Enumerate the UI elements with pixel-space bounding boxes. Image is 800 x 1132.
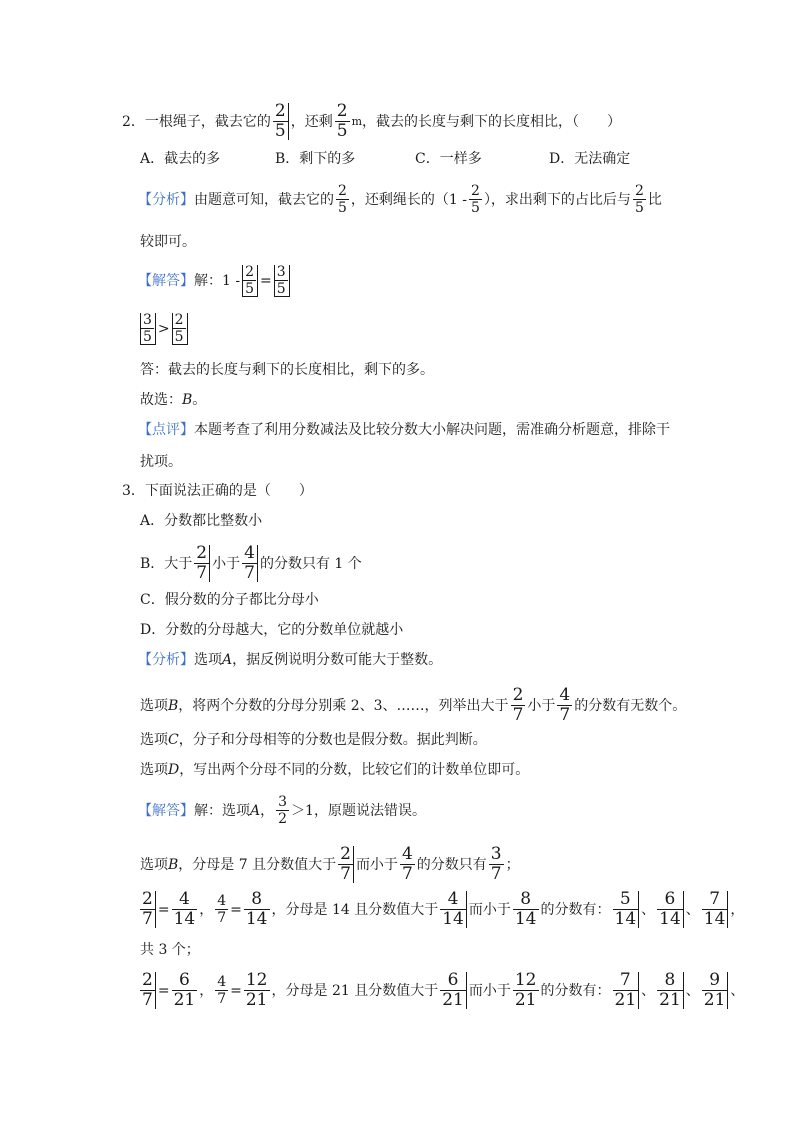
eq21-sep-2: 、 xyxy=(685,982,700,999)
q2-options xyxy=(140,152,630,166)
q3-line-c-letter: C xyxy=(168,732,179,748)
q3-analysis xyxy=(138,653,442,667)
q3-answer-frac-3-2: $\frac{3}{2}$ xyxy=(278,794,288,827)
q2-review xyxy=(138,423,670,437)
q2-stem-text-a: 2．一根绳子，截去它的 xyxy=(122,113,271,130)
eq21-comma-1: ， xyxy=(199,982,214,999)
q2-answer-frac-2-5: $\frac{2}{5}$ xyxy=(242,265,258,297)
eq21-has: 的分数有： xyxy=(540,982,611,999)
q3-answer-b: ＞1，原题说法错误。 xyxy=(291,802,426,819)
eq21-sep-1: 、 xyxy=(641,982,656,999)
eq21-frac-6-21: $\frac{6}{21}$ xyxy=(173,970,196,1010)
q3-option-c[interactable]: C．假分数的分子都比分母小 xyxy=(140,592,319,608)
eq21-mid: ，分母是 21 且分数值大于 xyxy=(271,982,439,999)
q2-choice-c: 。 xyxy=(192,392,207,408)
q3-sel-b-a: 选项 xyxy=(140,856,168,873)
q2-analysis-frac-1: $\frac{2}{5}$ xyxy=(338,183,347,216)
q3-sel-b-e: ； xyxy=(505,856,520,873)
q3-line-b-d: 的分数有无数个。 xyxy=(574,697,687,714)
q3-analysis-b xyxy=(140,687,686,724)
eq14-eq-2: = xyxy=(230,901,242,918)
eq21-and: 而小于 xyxy=(468,982,511,999)
q2-answer-eq: = xyxy=(260,273,272,289)
q2-stem-text-c: ，截去的长度与剩下的长度相比，（ ） xyxy=(362,113,622,130)
q3-option-b-a: B．大于 xyxy=(140,555,193,572)
q2-review-cont: 扰项。 xyxy=(140,454,182,470)
q2-review-text: 本题考查了利用分数减法及比较分数大小解决问题，需准确分析题意，排除干 xyxy=(194,422,670,438)
q3-line-d-b: ，写出两个分母不同的分数，比较它们的计数单位即可。 xyxy=(179,762,530,778)
q2-compare-gt: > xyxy=(157,321,170,337)
q2-frac-2-5-m: $\frac{2}{5}$ xyxy=(336,101,348,141)
q3-answer-tag: 【解答】 xyxy=(138,802,194,819)
q3-eq14 xyxy=(138,891,744,928)
q3-option-b-frac-4-7: $\frac{4}{7}$ xyxy=(242,545,258,582)
q2-analysis-b: ，还剩绳长的（1 - xyxy=(350,191,468,208)
eq21-frac-12-21: $\frac{12}{21}$ xyxy=(245,970,268,1010)
eq14-frac-4-14: $\frac{4}{14}$ xyxy=(173,889,196,929)
q3-analysis-text: ，据反例说明分数可能大于整数。 xyxy=(232,652,443,668)
eq14-frac-6-14: $\frac{6}{14}$ xyxy=(657,891,684,928)
q2-analysis-d: 比 xyxy=(647,191,662,208)
q2-analysis-frac-3: $\frac{2}{5}$ xyxy=(634,183,644,216)
q3-analysis-tag: 【分析】 xyxy=(138,652,194,668)
eq14-frac-4-14-b: $\frac{4}{14}$ xyxy=(440,891,467,928)
q2-compare-frac-2-5: $\frac{2}{5}$ xyxy=(172,313,188,345)
q3-sel-b-frac-2-7: $\frac{2}{7}$ xyxy=(338,846,354,883)
q2-unit-m: m xyxy=(351,115,363,128)
q2-stem-text-b: ，还剩 xyxy=(290,113,333,130)
eq21-frac-8-21: $\frac{8}{21}$ xyxy=(657,972,684,1009)
q2-analysis-c: ），求出剩下的占比后与 xyxy=(483,191,631,208)
eq14-and: 而小于 xyxy=(468,901,511,918)
q2-answer-a: 解：1 - xyxy=(194,273,241,289)
q3-option-b[interactable] xyxy=(140,545,362,582)
eq21-sep-end: 、 xyxy=(730,982,745,999)
q3-option-b-b: 小于 xyxy=(212,555,241,572)
q2-analysis xyxy=(138,184,662,215)
q2-review-tag: 【点评】 xyxy=(138,422,194,438)
q3-line-b-a: 选项 xyxy=(140,697,168,714)
q2-answer-frac-3-5: $\frac{3}{5}$ xyxy=(274,265,290,297)
q3-analysis-d xyxy=(140,763,529,777)
q3-sel-b-d: 的分数只有 xyxy=(416,856,487,873)
eq14-sep-2: 、 xyxy=(685,901,700,918)
eq21-frac-2-7: $\frac{2}{7}$ xyxy=(140,972,156,1009)
q3-line-b-frac-2-7: $\frac{2}{7}$ xyxy=(512,685,524,725)
q2-analysis-frac-2: $\frac{2}{5}$ xyxy=(471,183,480,216)
eq14-frac-5-14: $\frac{5}{14}$ xyxy=(613,891,640,928)
q3-analysis-c xyxy=(140,733,487,747)
q2-option-d[interactable]: D．无法确定 xyxy=(549,151,631,167)
q2-compare-frac-3-5: $\frac{3}{5}$ xyxy=(140,313,156,345)
q2-compare xyxy=(138,313,190,345)
eq14-frac-8-14: $\frac{8}{14}$ xyxy=(245,889,268,929)
q2-stem xyxy=(122,103,621,140)
eq14-frac-7-14: $\frac{7}{14}$ xyxy=(702,891,729,928)
q3-line-b-c: 小于 xyxy=(527,697,556,714)
q3-sel-b-letter: B xyxy=(168,856,179,873)
q2-answer-tag: 【解答】 xyxy=(138,273,194,289)
q2-option-c[interactable]: C．一样多 xyxy=(415,151,482,167)
q2-choice-a: 故选： xyxy=(140,392,182,408)
eq14-mid: ，分母是 14 且分数值大于 xyxy=(271,901,439,918)
q2-option-a[interactable]: A．截去的多 xyxy=(140,151,221,167)
q3-eq21 xyxy=(138,972,744,1009)
eq14-has: 的分数有： xyxy=(540,901,611,918)
eq21-eq-1: = xyxy=(157,982,170,999)
q2-conclusion: 答：截去的长度与剩下的长度相比，剩下的多。 xyxy=(140,362,434,378)
q3-analysis-a: 选项 xyxy=(194,652,222,668)
eq21-frac-12-21-b: $\frac{12}{21}$ xyxy=(514,970,537,1010)
q2-option-b[interactable]: B．剩下的多 xyxy=(275,151,356,167)
eq21-frac-4-7: $\frac{4}{7}$ xyxy=(217,974,227,1007)
q3-total3: 共 3 个； xyxy=(140,942,200,958)
q3-answer xyxy=(138,795,426,826)
q3-line-b-b: ，将两个分数的分母分别乘 2、3、……，列举出大于 xyxy=(178,697,509,714)
q2-frac-2-5: $\frac{2}{5}$ xyxy=(273,103,289,140)
eq21-frac-7-21: $\frac{7}{21}$ xyxy=(613,972,640,1009)
q2-choice-letter: B xyxy=(182,392,193,408)
q3-line-b-letter: B xyxy=(168,697,179,714)
q2-choice xyxy=(140,393,206,407)
eq14-comma-1: ， xyxy=(199,901,214,918)
q3-sel-b-b: ，分母是 7 且分数值大于 xyxy=(178,856,337,873)
q2-answer xyxy=(138,265,292,297)
q3-option-a[interactable]: A．分数都比整数小 xyxy=(140,513,263,529)
q2-analysis-cont: 较即可。 xyxy=(140,234,196,250)
eq14-sep-1: 、 xyxy=(641,901,656,918)
q2-analysis-tag: 【分析】 xyxy=(138,191,194,208)
eq14-comma-end: ， xyxy=(730,901,745,918)
eq21-frac-9-21: $\frac{9}{21}$ xyxy=(702,972,729,1009)
q3-sel-b-frac-4-7: $\frac{4}{7}$ xyxy=(401,844,413,884)
q3-sel-b xyxy=(140,846,520,883)
q3-stem: 3．下面说法正确的是（ ） xyxy=(122,483,313,499)
q3-analysis-letter: A xyxy=(222,652,233,668)
eq14-frac-4-7: $\frac{4}{7}$ xyxy=(217,893,227,926)
q3-answer-comma: ， xyxy=(260,802,275,819)
q3-line-d-letter: D xyxy=(168,762,180,778)
eq14-frac-8-14-b: $\frac{8}{14}$ xyxy=(514,889,537,929)
q3-line-c-b: ，分子和分母相等的分数也是假分数。据此判断。 xyxy=(178,732,487,748)
q3-answer-a: 解：选项 xyxy=(194,802,250,819)
eq14-frac-2-7: $\frac{2}{7}$ xyxy=(140,891,156,928)
eq14-eq-1: = xyxy=(157,901,170,918)
q3-option-b-frac-2-7: $\frac{2}{7}$ xyxy=(194,545,210,582)
q3-option-b-c: 的分数只有 1 个 xyxy=(259,555,362,572)
q3-sel-b-frac-3-7: $\frac{3}{7}$ xyxy=(490,844,502,884)
eq21-frac-6-21-b: $\frac{6}{21}$ xyxy=(440,972,467,1009)
q2-analysis-a: 由题意可知，截去它的 xyxy=(194,191,334,208)
q3-sel-b-c: 而小于 xyxy=(355,856,398,873)
q3-line-d-a: 选项 xyxy=(140,762,168,778)
q3-option-d[interactable]: D．分数的分母越大，它的分数单位就越小 xyxy=(140,622,404,638)
q3-line-c-a: 选项 xyxy=(140,732,168,748)
eq21-eq-2: = xyxy=(230,982,242,999)
q3-line-b-frac-4-7: $\frac{4}{7}$ xyxy=(559,685,571,725)
q3-answer-letter: A xyxy=(250,802,261,819)
